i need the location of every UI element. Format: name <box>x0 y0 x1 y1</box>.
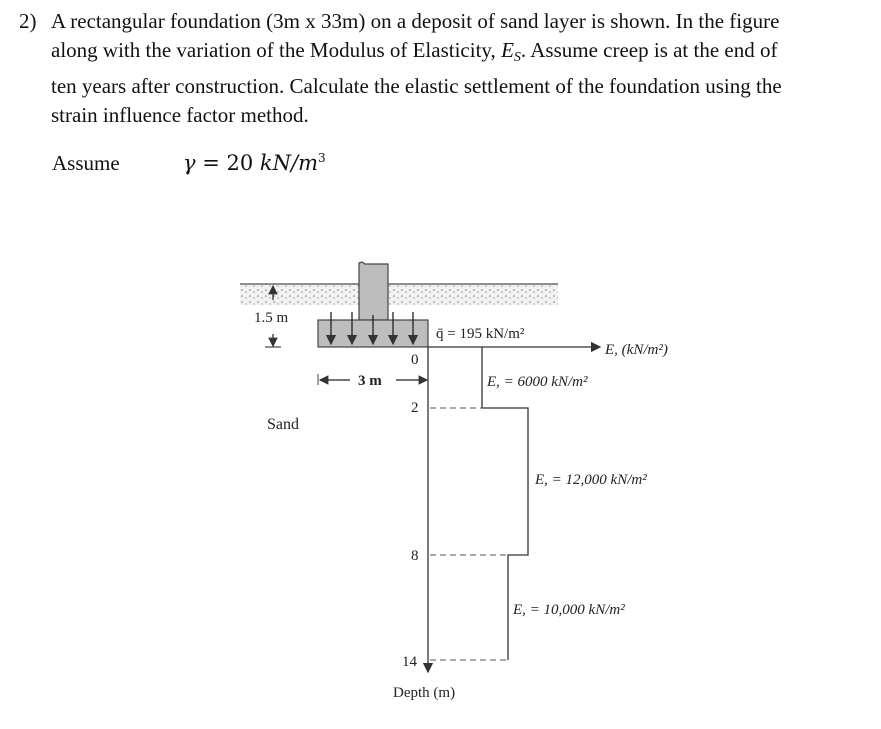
sand-label: Sand <box>267 416 299 433</box>
unit-weight-equation: γ = 20 $kN/m^3$ <box>183 151 326 175</box>
problem-number: 2) <box>19 9 37 33</box>
load-label: q̄ = 195 kN/m² <box>436 326 525 342</box>
depth-label: 1.5 m <box>254 310 289 326</box>
problem-line-2: along with the variation of the Modulus of Elasticity, $E_S$. Assume creep is at the end of <box>51 38 778 65</box>
layer-2-es-label: E, = 12,000 kN/m² <box>535 472 647 488</box>
tick-8: 8 <box>411 548 419 564</box>
layer-1-es-label: E, = 6000 kN/m² <box>487 374 588 390</box>
width-dimension <box>318 373 427 389</box>
assume-label: Assume <box>52 151 120 175</box>
es-symbol: E <box>501 38 514 62</box>
tick-2: 2 <box>411 400 419 416</box>
tick-14: 14 <box>402 654 417 670</box>
es-axis-label: E, (kN/m²) <box>605 342 668 358</box>
ground-surface <box>240 283 558 305</box>
es-profile-axes <box>393 342 668 701</box>
width-label: 3 m <box>358 373 382 389</box>
layer-3-es-label: E, = 10,000 kN/m² <box>513 602 625 618</box>
depth-axis-label: Depth (m) <box>393 685 456 701</box>
problem-line-1: A rectangular foundation (3m x 33m) on a deposit of sand layer is shown. In the figure <box>51 9 780 33</box>
depth-guides <box>430 408 508 660</box>
tick-0: 0 <box>411 352 419 368</box>
es-subscript: S <box>513 50 521 65</box>
problem-line-4: strain influence factor method. <box>51 103 309 127</box>
problem-line-3: ten years after construction. Calculate the elastic settlement of the foundation using the <box>51 74 782 98</box>
